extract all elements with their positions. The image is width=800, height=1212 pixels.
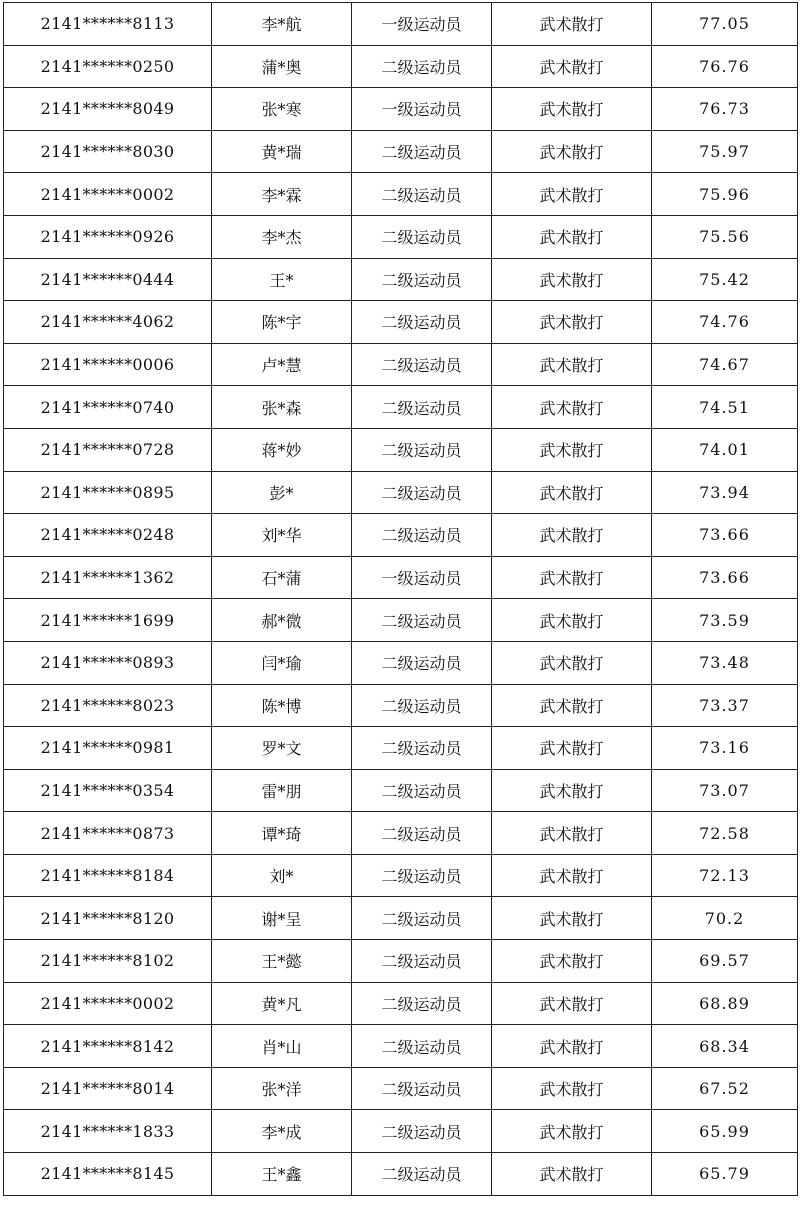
results-table [3,2,798,1196]
candidate-id-cell: 2141******8023 [4,684,212,727]
athlete-level-cell: 一级运动员 [352,556,492,599]
athlete-level-cell: 二级运动员 [352,1025,492,1068]
candidate-id-cell: 2141******8145 [4,1153,212,1196]
sport-event-cell: 武术散打 [492,343,652,386]
sport-event-cell: 武术散打 [492,301,652,344]
candidate-name-cell: 王*鑫 [212,1153,352,1196]
score-cell: 74.01 [652,428,798,471]
candidate-name-cell: 张*寒 [212,88,352,131]
table-row [4,130,798,173]
sport-event-cell: 武术散打 [492,428,652,471]
table-row [4,727,798,770]
athlete-level-cell: 二级运动员 [352,1153,492,1196]
athlete-level-cell: 二级运动员 [352,428,492,471]
table-row [4,343,798,386]
candidate-id-cell: 2141******0926 [4,215,212,258]
score-cell: 73.48 [652,641,798,684]
sport-event-cell: 武术散打 [492,258,652,301]
sport-event-cell: 武术散打 [492,854,652,897]
table-row [4,173,798,216]
candidate-name-cell: 王*懿 [212,940,352,983]
candidate-id-cell: 2141******8184 [4,854,212,897]
candidate-name-cell: 张*洋 [212,1067,352,1110]
table-row [4,982,798,1025]
table-row [4,1153,798,1196]
sport-event-cell: 武术散打 [492,897,652,940]
candidate-id-cell: 2141******8014 [4,1067,212,1110]
sport-event-cell: 武术散打 [492,45,652,88]
candidate-id-cell: 2141******8120 [4,897,212,940]
score-cell: 73.59 [652,599,798,642]
score-cell: 77.05 [652,3,798,46]
table-row [4,3,798,46]
athlete-level-cell: 二级运动员 [352,684,492,727]
table-row [4,1110,798,1153]
candidate-name-cell: 闫*瑜 [212,641,352,684]
candidate-name-cell: 陈*宇 [212,301,352,344]
athlete-level-cell: 一级运动员 [352,3,492,46]
candidate-name-cell: 蒲*奥 [212,45,352,88]
athlete-level-cell: 二级运动员 [352,812,492,855]
candidate-id-cell: 2141******8049 [4,88,212,131]
table-row [4,258,798,301]
candidate-id-cell: 2141******8030 [4,130,212,173]
candidate-name-cell: 刘* [212,854,352,897]
candidate-name-cell: 李*成 [212,1110,352,1153]
score-cell: 72.58 [652,812,798,855]
score-cell: 65.79 [652,1153,798,1196]
athlete-level-cell: 二级运动员 [352,343,492,386]
athlete-level-cell: 二级运动员 [352,215,492,258]
score-cell: 76.76 [652,45,798,88]
candidate-id-cell: 2141******0893 [4,641,212,684]
table-row [4,471,798,514]
candidate-name-cell: 郝*微 [212,599,352,642]
sport-event-cell: 武术散打 [492,173,652,216]
candidate-name-cell: 张*森 [212,386,352,429]
candidate-id-cell: 2141******1699 [4,599,212,642]
candidate-name-cell: 王* [212,258,352,301]
score-cell: 73.66 [652,556,798,599]
table-row [4,854,798,897]
candidate-id-cell: 2141******0002 [4,982,212,1025]
table-row [4,812,798,855]
sport-event-cell: 武术散打 [492,215,652,258]
athlete-level-cell: 二级运动员 [352,727,492,770]
sport-event-cell: 武术散打 [492,982,652,1025]
candidate-name-cell: 李*霖 [212,173,352,216]
sport-event-cell: 武术散打 [492,471,652,514]
candidate-id-cell: 2141******4062 [4,301,212,344]
sport-event-cell: 武术散打 [492,684,652,727]
table-row [4,514,798,557]
candidate-id-cell: 2141******0895 [4,471,212,514]
score-cell: 73.94 [652,471,798,514]
sport-event-cell: 武术散打 [492,3,652,46]
candidate-id-cell: 2141******8113 [4,3,212,46]
athlete-level-cell: 二级运动员 [352,386,492,429]
table-row [4,684,798,727]
sport-event-cell: 武术散打 [492,1025,652,1068]
athlete-level-cell: 二级运动员 [352,471,492,514]
score-cell: 70.2 [652,897,798,940]
score-cell: 73.37 [652,684,798,727]
candidate-name-cell: 谢*呈 [212,897,352,940]
candidate-name-cell: 石*蒲 [212,556,352,599]
sport-event-cell: 武术散打 [492,556,652,599]
score-cell: 75.56 [652,215,798,258]
results-sheet [3,2,797,1196]
athlete-level-cell: 二级运动员 [352,301,492,344]
sport-event-cell: 武术散打 [492,641,652,684]
candidate-id-cell: 2141******0873 [4,812,212,855]
sport-event-cell: 武术散打 [492,1110,652,1153]
athlete-level-cell: 二级运动员 [352,1067,492,1110]
athlete-level-cell: 二级运动员 [352,769,492,812]
candidate-id-cell: 2141******0981 [4,727,212,770]
score-cell: 75.42 [652,258,798,301]
sport-event-cell: 武术散打 [492,1153,652,1196]
table-row [4,1025,798,1068]
candidate-id-cell: 2141******0002 [4,173,212,216]
score-cell: 72.13 [652,854,798,897]
sport-event-cell: 武术散打 [492,130,652,173]
athlete-level-cell: 二级运动员 [352,641,492,684]
sport-event-cell: 武术散打 [492,769,652,812]
table-row [4,215,798,258]
table-row [4,641,798,684]
athlete-level-cell: 二级运动员 [352,514,492,557]
candidate-name-cell: 卢*慧 [212,343,352,386]
sport-event-cell: 武术散打 [492,940,652,983]
table-row [4,556,798,599]
score-cell: 74.51 [652,386,798,429]
sport-event-cell: 武术散打 [492,812,652,855]
candidate-name-cell: 陈*博 [212,684,352,727]
score-cell: 74.67 [652,343,798,386]
table-row [4,599,798,642]
sport-event-cell: 武术散打 [492,88,652,131]
candidate-name-cell: 罗*文 [212,727,352,770]
table-row [4,940,798,983]
sport-event-cell: 武术散打 [492,727,652,770]
athlete-level-cell: 二级运动员 [352,897,492,940]
table-row [4,769,798,812]
table-row [4,1067,798,1110]
athlete-level-cell: 二级运动员 [352,599,492,642]
candidate-id-cell: 2141******1833 [4,1110,212,1153]
athlete-level-cell: 二级运动员 [352,173,492,216]
candidate-id-cell: 2141******0354 [4,769,212,812]
score-cell: 65.99 [652,1110,798,1153]
athlete-level-cell: 二级运动员 [352,940,492,983]
score-cell: 75.96 [652,173,798,216]
table-row [4,428,798,471]
sport-event-cell: 武术散打 [492,386,652,429]
candidate-id-cell: 2141******0248 [4,514,212,557]
athlete-level-cell: 二级运动员 [352,258,492,301]
score-cell: 67.52 [652,1067,798,1110]
athlete-level-cell: 二级运动员 [352,982,492,1025]
candidate-id-cell: 2141******0740 [4,386,212,429]
candidate-name-cell: 谭*琦 [212,812,352,855]
score-cell: 76.73 [652,88,798,131]
athlete-level-cell: 二级运动员 [352,854,492,897]
sport-event-cell: 武术散打 [492,514,652,557]
candidate-name-cell: 蒋*妙 [212,428,352,471]
candidate-name-cell: 雷*朋 [212,769,352,812]
candidate-id-cell: 2141******8102 [4,940,212,983]
candidate-name-cell: 肖*山 [212,1025,352,1068]
candidate-id-cell: 2141******8142 [4,1025,212,1068]
table-row [4,386,798,429]
score-cell: 73.16 [652,727,798,770]
table-row [4,45,798,88]
results-table-body [4,3,798,1196]
table-row [4,88,798,131]
candidate-id-cell: 2141******0728 [4,428,212,471]
score-cell: 68.34 [652,1025,798,1068]
athlete-level-cell: 二级运动员 [352,45,492,88]
candidate-id-cell: 2141******1362 [4,556,212,599]
candidate-name-cell: 李*航 [212,3,352,46]
athlete-level-cell: 二级运动员 [352,1110,492,1153]
table-row [4,301,798,344]
candidate-id-cell: 2141******0006 [4,343,212,386]
table-row [4,897,798,940]
candidate-name-cell: 刘*华 [212,514,352,557]
candidate-name-cell: 彭* [212,471,352,514]
score-cell: 68.89 [652,982,798,1025]
score-cell: 75.97 [652,130,798,173]
candidate-name-cell: 李*杰 [212,215,352,258]
athlete-level-cell: 二级运动员 [352,130,492,173]
score-cell: 69.57 [652,940,798,983]
candidate-name-cell: 黄*瑞 [212,130,352,173]
candidate-id-cell: 2141******0444 [4,258,212,301]
candidate-id-cell: 2141******0250 [4,45,212,88]
score-cell: 73.66 [652,514,798,557]
sport-event-cell: 武术散打 [492,599,652,642]
score-cell: 74.76 [652,301,798,344]
score-cell: 73.07 [652,769,798,812]
sport-event-cell: 武术散打 [492,1067,652,1110]
candidate-name-cell: 黄*凡 [212,982,352,1025]
athlete-level-cell: 一级运动员 [352,88,492,131]
